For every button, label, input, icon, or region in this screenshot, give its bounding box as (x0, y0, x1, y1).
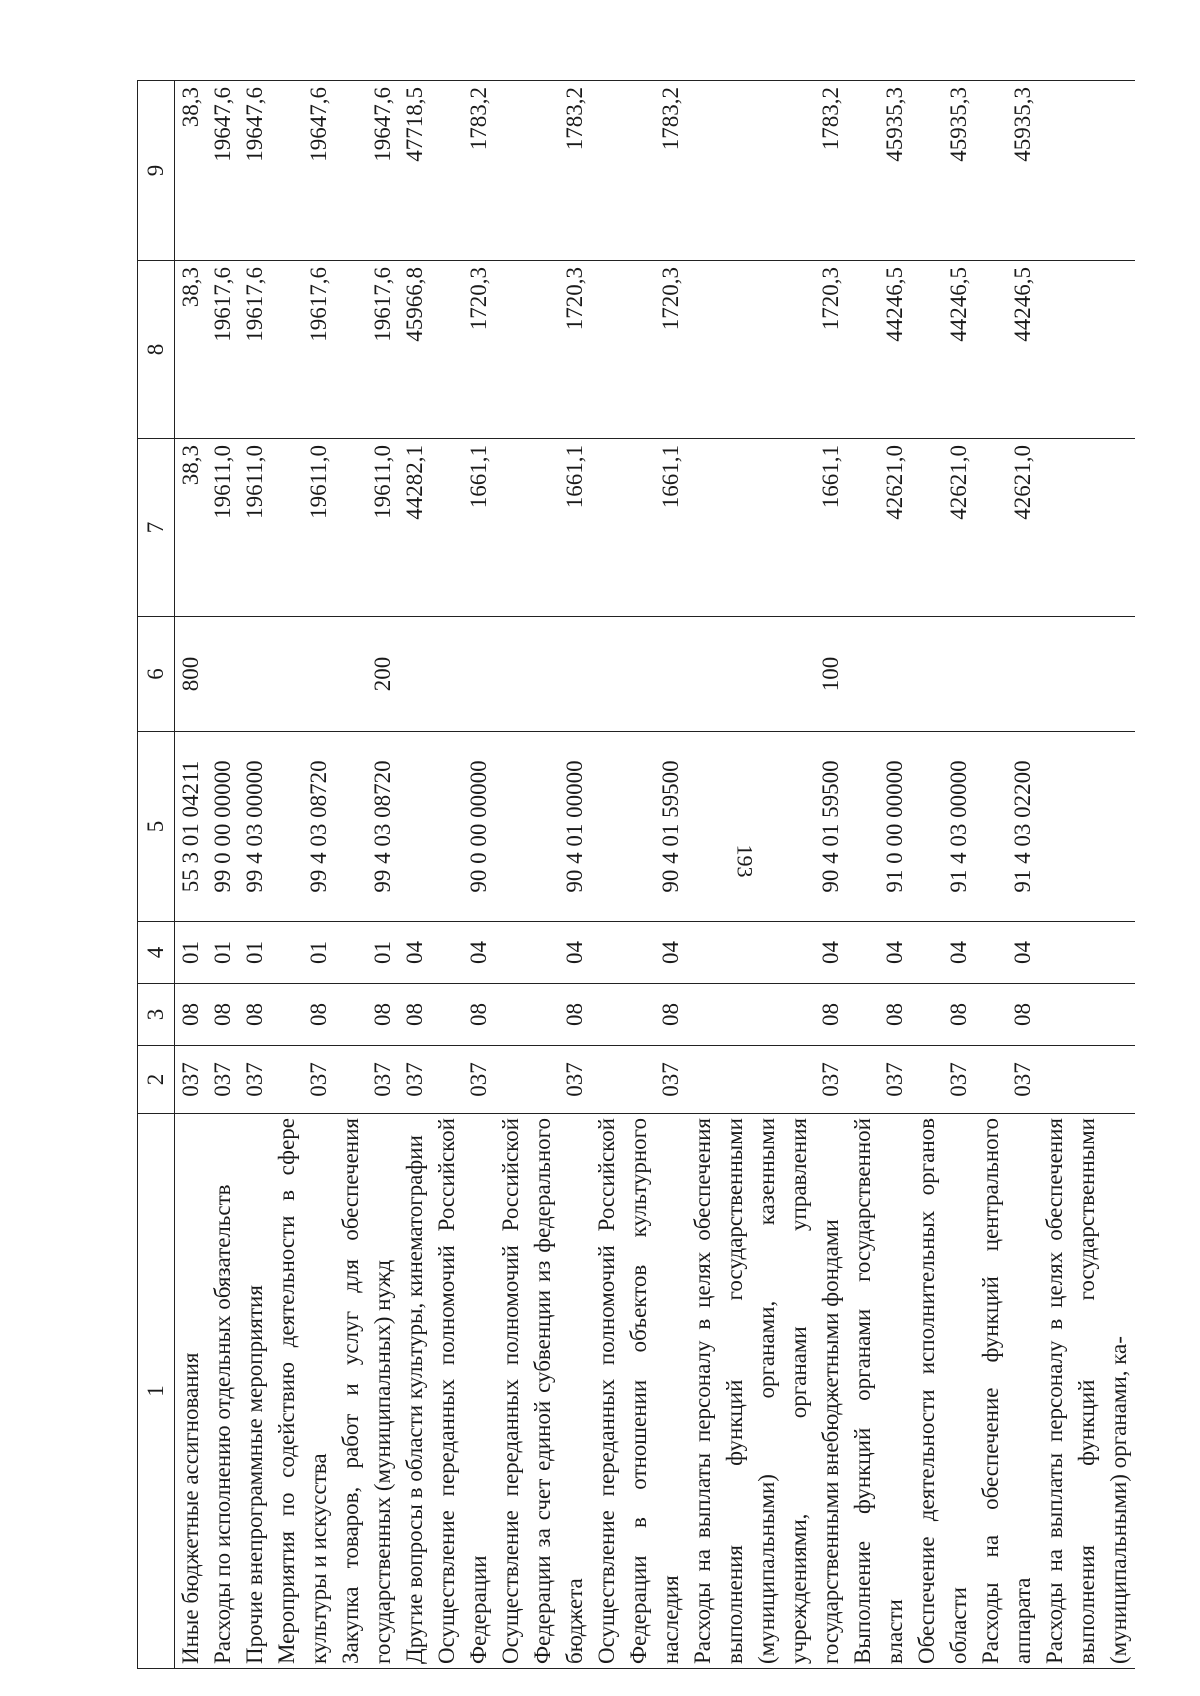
cell-amount-7 (1039, 439, 1135, 617)
cell-amount-9: 47718,5 (399, 81, 431, 261)
header-cell: 5 (138, 732, 175, 922)
cell-section: 08 (175, 984, 208, 1046)
cell-amount-8: 19617,6 (207, 261, 239, 439)
cell-subsection: 04 (399, 922, 431, 984)
cell-section: 08 (687, 984, 847, 1046)
cell-subsection: 01 (175, 922, 208, 984)
cell-amount-9: 1783,2 (591, 81, 687, 261)
row-name: Расходы на выплаты персоналу в целях обеспечения выполнения функций государственными (муниципальными) органами, казенными учреждениями, органами управления государственными внебюджетными фондами (687, 1114, 847, 1669)
row-name: Прочие внепрограммные мероприятия (239, 1114, 271, 1669)
cell-subsection: 04 (591, 922, 687, 984)
header-cell: 4 (138, 922, 175, 984)
cell-section: 08 (271, 984, 335, 1046)
cell-expense-type: 200 (335, 617, 399, 732)
cell-amount-7: 42621,0 (975, 439, 1039, 617)
header-cell: 6 (138, 617, 175, 732)
header-cell: 7 (138, 439, 175, 617)
cell-amount-9: 19647,6 (239, 81, 271, 261)
header-cell: 9 (138, 81, 175, 261)
cell-subsection: 04 (495, 922, 591, 984)
cell-target-article: 90 0 00 00000 (431, 732, 495, 922)
cell-expense-type (975, 617, 1039, 732)
cell-amount-7: 42621,0 (911, 439, 975, 617)
row-name: Мероприятия по содействию деятельности в сфере культуры и искусства (271, 1114, 335, 1669)
row-name: Расходы на обеспечение функций центрального аппарата (975, 1114, 1039, 1669)
cell-section (1039, 984, 1135, 1046)
cell-amount-8: 1720,3 (495, 261, 591, 439)
row-name: Осуществление переданных полномочий Российской Федерации за счет единой субвенции из федерального бюджета (495, 1114, 591, 1669)
cell-amount-8: 45966,8 (399, 261, 431, 439)
cell-amount-9: 19647,6 (207, 81, 239, 261)
cell-expense-type (207, 617, 239, 732)
cell-subsection: 04 (975, 922, 1039, 984)
cell-amount-8: 19617,6 (271, 261, 335, 439)
header-cell: 3 (138, 984, 175, 1046)
cell-section: 08 (911, 984, 975, 1046)
table-row (399, 81, 431, 1669)
cell-amount-9: 19647,6 (271, 81, 335, 261)
cell-ministry-code: 037 (495, 1046, 591, 1114)
cell-section: 08 (239, 984, 271, 1046)
table-row (687, 81, 847, 1669)
cell-expense-type (495, 617, 591, 732)
cell-section: 08 (847, 984, 911, 1046)
cell-amount-8: 44246,5 (975, 261, 1039, 439)
cell-ministry-code: 037 (399, 1046, 431, 1114)
cell-ministry-code: 037 (847, 1046, 911, 1114)
cell-section: 08 (431, 984, 495, 1046)
cell-target-article: 91 0 00 00000 (847, 732, 911, 922)
cell-subsection: 04 (687, 922, 847, 984)
page-number: 193 (732, 844, 758, 878)
cell-target-article (1039, 732, 1135, 922)
cell-expense-type (847, 617, 911, 732)
table-header-row (138, 81, 175, 1669)
cell-amount-8: 19617,6 (335, 261, 399, 439)
header-cell: 2 (138, 1046, 175, 1114)
cell-section: 08 (207, 984, 239, 1046)
cell-section: 08 (335, 984, 399, 1046)
cell-target-article: 99 4 03 08720 (335, 732, 399, 922)
cell-amount-9: 38,3 (175, 81, 208, 261)
cell-expense-type (271, 617, 335, 732)
cell-subsection: 01 (207, 922, 239, 984)
cell-target-article: 90 4 01 00000 (495, 732, 591, 922)
rotated-page (137, 43, 1175, 1689)
row-name: Обеспечение деятельности исполнительных органов области (911, 1114, 975, 1669)
cell-expense-type (239, 617, 271, 732)
table-row (1039, 81, 1135, 1669)
cell-target-article: 99 0 00 00000 (207, 732, 239, 922)
row-name: Расходы по исполнению отдельных обязательств (207, 1114, 239, 1669)
cell-amount-7: 19611,0 (335, 439, 399, 617)
cell-amount-8: 1720,3 (591, 261, 687, 439)
row-name: Выполнение функций органами государственной власти (847, 1114, 911, 1669)
table-row (847, 81, 911, 1669)
cell-subsection: 01 (335, 922, 399, 984)
cell-amount-7: 19611,0 (271, 439, 335, 617)
cell-subsection: 04 (911, 922, 975, 984)
budget-table (137, 80, 1135, 1669)
row-name: Другие вопросы в области культуры, кинематографии (399, 1114, 431, 1669)
cell-amount-7: 1661,1 (591, 439, 687, 617)
cell-ministry-code: 037 (591, 1046, 687, 1114)
cell-subsection: 04 (431, 922, 495, 984)
cell-amount-7: 44282,1 (399, 439, 431, 617)
table-row (271, 81, 335, 1669)
row-name: Расходы на выплаты персоналу в целях обеспечения выполнения функций государственными (муниципальными) органами, ка- (1039, 1114, 1135, 1669)
cell-amount-9: 1783,2 (687, 81, 847, 261)
cell-subsection (1039, 922, 1135, 984)
cell-section: 08 (495, 984, 591, 1046)
table-row (207, 81, 239, 1669)
cell-amount-7: 1661,1 (431, 439, 495, 617)
table-row (591, 81, 687, 1669)
cell-amount-7: 1661,1 (495, 439, 591, 617)
cell-target-article: 55 3 01 04211 (175, 732, 208, 922)
cell-ministry-code: 037 (975, 1046, 1039, 1114)
cell-ministry-code (1039, 1046, 1135, 1114)
header-cell: 1 (138, 1114, 175, 1669)
cell-amount-9: 19647,6 (335, 81, 399, 261)
cell-expense-type: 800 (175, 617, 208, 732)
cell-target-article: 91 4 03 02200 (975, 732, 1039, 922)
cell-expense-type: 100 (687, 617, 847, 732)
cell-amount-7: 1661,1 (687, 439, 847, 617)
cell-target-article: 99 4 03 00000 (239, 732, 271, 922)
cell-expense-type (911, 617, 975, 732)
cell-expense-type (399, 617, 431, 732)
table-row (495, 81, 591, 1669)
cell-amount-9: 1783,2 (431, 81, 495, 261)
cell-subsection: 04 (847, 922, 911, 984)
cell-target-article: 90 4 01 59500 (591, 732, 687, 922)
cell-expense-type (1039, 617, 1135, 732)
cell-amount-8: 1720,3 (431, 261, 495, 439)
table-row (975, 81, 1039, 1669)
cell-target-article: 99 4 03 08720 (271, 732, 335, 922)
cell-ministry-code: 037 (175, 1046, 208, 1114)
cell-subsection: 01 (271, 922, 335, 984)
table-row (175, 81, 208, 1669)
cell-ministry-code: 037 (271, 1046, 335, 1114)
cell-amount-8: 44246,5 (847, 261, 911, 439)
header-cell: 8 (138, 261, 175, 439)
row-name: Осуществление переданных полномочий Российской Федерации (431, 1114, 495, 1669)
cell-section: 08 (399, 984, 431, 1046)
cell-ministry-code: 037 (335, 1046, 399, 1114)
cell-ministry-code: 037 (911, 1046, 975, 1114)
cell-ministry-code: 037 (431, 1046, 495, 1114)
table-row (335, 81, 399, 1669)
cell-amount-8: 44246,5 (911, 261, 975, 439)
cell-ministry-code: 037 (239, 1046, 271, 1114)
row-name: Иные бюджетные ассигнования (175, 1114, 208, 1669)
cell-subsection: 01 (239, 922, 271, 984)
cell-expense-type (431, 617, 495, 732)
row-name: Закупка товаров, работ и услуг для обеспечения государственных (муниципальных) нужд (335, 1114, 399, 1669)
cell-amount-9 (1039, 81, 1135, 261)
cell-section: 08 (591, 984, 687, 1046)
cell-amount-8: 19617,6 (239, 261, 271, 439)
cell-amount-8: 1720,3 (687, 261, 847, 439)
cell-expense-type (591, 617, 687, 732)
cell-amount-7: 42621,0 (847, 439, 911, 617)
cell-amount-7: 19611,0 (239, 439, 271, 617)
cell-amount-9: 45935,3 (847, 81, 911, 261)
table-row (911, 81, 975, 1669)
cell-ministry-code: 037 (687, 1046, 847, 1114)
cell-target-article (399, 732, 431, 922)
cell-section: 08 (975, 984, 1039, 1046)
cell-amount-9: 45935,3 (911, 81, 975, 261)
table-row (239, 81, 271, 1669)
cell-amount-7: 19611,0 (207, 439, 239, 617)
cell-target-article: 91 4 03 00000 (911, 732, 975, 922)
cell-amount-9: 1783,2 (495, 81, 591, 261)
row-name: Осуществление переданных полномочий Российской Федерации в отношении объектов культурного наследия (591, 1114, 687, 1669)
cell-target-article: 90 4 01 59500 (687, 732, 847, 922)
cell-amount-8 (1039, 261, 1135, 439)
table-row (431, 81, 495, 1669)
cell-amount-9: 45935,3 (975, 81, 1039, 261)
cell-amount-8: 38,3 (175, 261, 208, 439)
cell-amount-7: 38,3 (175, 439, 208, 617)
cell-ministry-code: 037 (207, 1046, 239, 1114)
